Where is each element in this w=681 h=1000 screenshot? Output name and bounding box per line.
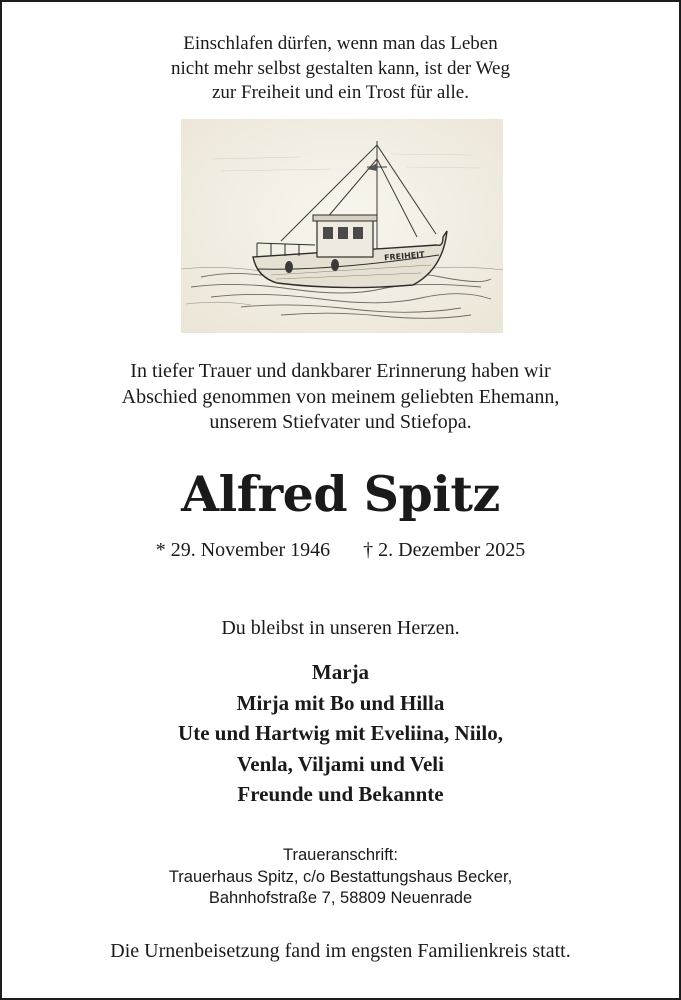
address-label: Traueranschrift: [283, 846, 398, 864]
boat-name-label: FREIHEIT [383, 249, 426, 263]
remembrance-line: Du bleibst in unseren Herzen. [221, 617, 460, 639]
address-line: Bahnhofstraße 7, 58809 Neuenrade [208, 889, 473, 907]
mourner-entry: Venla, Viljami und Veli [237, 751, 444, 776]
deceased-name: Alfred Spitz [181, 465, 500, 523]
mourner-entry: Mirja mit Bo und Hilla [236, 690, 445, 715]
address-line: Trauerhaus Spitz, c/o Bestattungshaus Becker, [168, 867, 513, 886]
announcement-line: Abschied genommen von meinem geliebten Ehemann, [121, 385, 560, 408]
mourner-entry: Freunde und Bekannte [237, 782, 444, 806]
fishing-boat-illustration [181, 119, 503, 333]
life-dates [2, 537, 679, 563]
mourner-entry: Marja [311, 660, 370, 684]
announcement-line: unserem Stiefvater und Stiefopa. [209, 411, 472, 433]
birth-date: * 29. November 1946 [155, 539, 331, 561]
quote-line: nicht mehr selbst gestalten kann, ist der Weg [171, 57, 510, 79]
mourners-list [2, 657, 679, 810]
opening-quote [2, 32, 679, 106]
condolence-address [2, 845, 679, 910]
announcement-line: In tiefer Trauer und dankbarer Erinnerung haben wir [130, 360, 551, 382]
quote-line: zur Freiheit und ein Trost für alle. [212, 82, 469, 103]
death-date: † 2. Dezember 2025 [363, 539, 526, 561]
burial-note: Die Urnenbeisetzung fand im engsten Familienkreis statt. [110, 940, 571, 962]
quote-line: Einschlafen dürfen, wenn man das Leben [183, 33, 498, 54]
mourner-entry: Ute und Hartwig mit Eveliina, Niilo, [178, 721, 503, 745]
announcement-text [2, 359, 679, 436]
